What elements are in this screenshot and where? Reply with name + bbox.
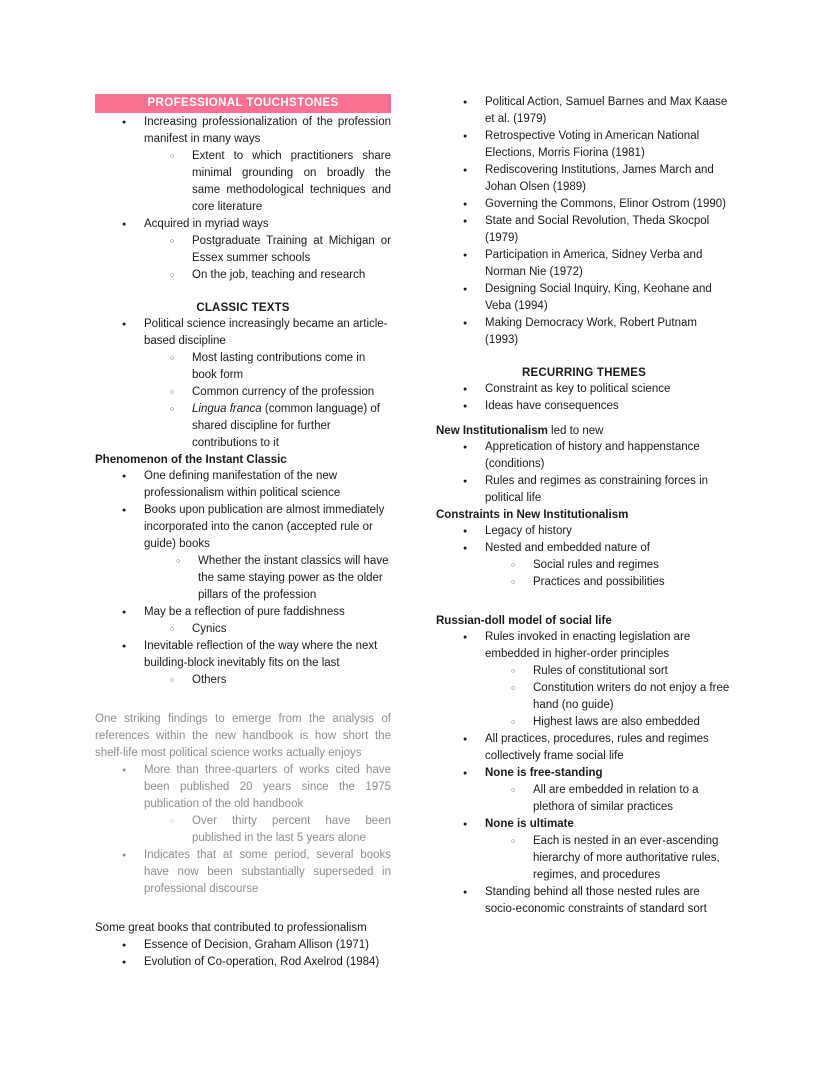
book-list xyxy=(436,94,732,349)
list-item: ● None is ultimate xyxy=(436,816,732,833)
spacer xyxy=(436,591,732,613)
list-item xyxy=(95,401,391,452)
list-item: ● Legacy of history xyxy=(436,523,732,540)
list-item: ● Inevitable reflection of the way where the next building-block inevitably fits on the last xyxy=(95,638,391,672)
list-item: ○ Most lasting contributions come in book form xyxy=(95,350,391,384)
list-item: ○ All are embedded in relation to a plethora of similar practices xyxy=(436,782,732,816)
list-item: ● Ideas have consequences xyxy=(436,398,732,415)
constraints-heading: Constraints in New Institutionalism xyxy=(436,509,629,521)
shelf-life-paragraph: One striking findings to emerge from the analysis of references within the new handbook is how short the shelf-life most political science works actually enjoys xyxy=(95,713,391,759)
spacer xyxy=(95,689,391,711)
list-item: ○ Highest laws are also embedded xyxy=(436,714,732,731)
russian-doll-list xyxy=(436,629,732,918)
new-institutionalism-heading xyxy=(436,423,732,439)
list-item-text: (common language) of shared discipline for further contributions to it xyxy=(192,403,380,449)
list-item: ● Constraint as key to political science xyxy=(436,381,732,398)
classic-texts-list xyxy=(95,316,391,452)
list-item: ● Designing Social Inquiry, King, Keohane and Veba (1994) xyxy=(436,281,732,315)
list-item: ● Appretication of history and happenstance (conditions) xyxy=(436,439,732,473)
list-item: ○ Each is nested in an ever-ascending hierarchy of more authoritative rules, regimes, and procedures xyxy=(436,833,732,884)
spacer xyxy=(436,415,732,423)
list-item: ● All practices, procedures, rules and regimes collectively frame social life xyxy=(436,731,732,765)
list-item: ● Political Action, Samuel Barnes and Max Kaase et al. (1979) xyxy=(436,94,732,128)
list-item: ● Governing the Commons, Elinor Ostrom (1990) xyxy=(436,196,732,213)
list-item: ○ Others xyxy=(95,672,391,689)
list-item: ● Books upon publication are almost immediately incorporated into the canon (accepted rule or guide) books xyxy=(95,502,391,553)
list-item: ○ Constitution writers do not enjoy a free hand (no guide) xyxy=(436,680,732,714)
list-item: ○ Extent to which practitioners share minimal grounding on broadly the same methodological techniques and core literature xyxy=(95,148,391,216)
list-item: ● Evolution of Co-operation, Rod Axelrod (1984) xyxy=(95,954,391,971)
list-item: ● Increasing professionalization of the profession manifest in many ways xyxy=(95,114,391,148)
professional-touchstones-banner: PROFESSIONAL TOUCHSTONES xyxy=(95,94,391,113)
list-item: ● Participation in America, Sidney Verba and Norman Nie (1972) xyxy=(436,247,732,281)
spacer xyxy=(95,898,391,920)
list-item: ○ On the job, teaching and research xyxy=(95,267,391,284)
great-books-paragraph: Some great books that contributed to professionalism xyxy=(95,922,367,934)
list-item: ● Rules invoked in enacting legislation are embedded in higher-order principles xyxy=(436,629,732,663)
list-item: ● Indicates that at some period, several books have now been substantially superseded in professional discourse xyxy=(95,847,391,898)
list-item: ● Standing behind all those nested rules are socio-economic constraints of standard sort xyxy=(436,884,732,918)
shelf-life-list xyxy=(95,762,391,898)
constraints-list xyxy=(436,523,732,591)
list-item: ○ Postgraduate Training at Michigan or Essex summer schools xyxy=(95,233,391,267)
shelf-life-section xyxy=(95,711,391,898)
russian-doll-heading: Russian-doll model of social life xyxy=(436,615,612,627)
list-item: ● Rules and regimes as constraining forces in political life xyxy=(436,473,732,507)
list-item: ● Political science increasingly became an article-based discipline xyxy=(95,316,391,350)
list-item: ● Retrospective Voting in American National Elections, Morris Fiorina (1981) xyxy=(436,128,732,162)
list-item: ● None is free-standing xyxy=(436,765,732,782)
list-item: ● Essence of Decision, Graham Allison (1971) xyxy=(95,937,391,954)
lingua-franca-italic: Lingua franca xyxy=(192,403,262,415)
great-books-list xyxy=(95,937,391,971)
spacer xyxy=(95,284,391,300)
list-item: ● State and Social Revolution, Theda Skocpol (1979) xyxy=(436,213,732,247)
new-institutionalism-heading-rest: led to new xyxy=(547,425,604,437)
list-item: ○ Social rules and regimes xyxy=(436,557,732,574)
recurring-themes-list xyxy=(436,381,732,415)
left-column xyxy=(95,94,391,971)
new-institutionalism-list xyxy=(436,439,732,507)
new-institutionalism-heading-bold: New Institutionalism xyxy=(436,425,548,437)
list-item: ○ Common currency of the profession xyxy=(95,384,391,401)
classic-texts-heading: CLASSIC TEXTS xyxy=(196,302,290,314)
professional-touchstones-list xyxy=(95,114,391,284)
instant-classic-heading: Phenomenon of the Instant Classic xyxy=(95,454,287,466)
list-item: ● Acquired in myriad ways xyxy=(95,216,391,233)
list-item: ○ Cynics xyxy=(95,621,391,638)
list-item: ● One defining manifestation of the new professionalism within political science xyxy=(95,468,391,502)
list-item: ● More than three-quarters of works cited have been published 20 years since the 1975 publication of the old handbook xyxy=(95,762,391,813)
list-item: ● May be a reflection of pure faddishness xyxy=(95,604,391,621)
list-item: ○ Practices and possibilities xyxy=(436,574,732,591)
spacer xyxy=(436,349,732,365)
recurring-themes-heading: RECURRING THEMES xyxy=(522,367,646,379)
list-item: ○ Rules of constitutional sort xyxy=(436,663,732,680)
list-item: ● Rediscovering Institutions, James March and Johan Olsen (1989) xyxy=(436,162,732,196)
list-item: ○ Whether the instant classics will have the same staying power as the older pillars of the profession xyxy=(95,553,391,604)
list-item: ○ Over thirty percent have been published in the last 5 years alone xyxy=(95,813,391,847)
list-item: ● Making Democracy Work, Robert Putnam (1993) xyxy=(436,315,732,349)
list-item: ● Nested and embedded nature of xyxy=(436,540,732,557)
instant-classic-list xyxy=(95,468,391,689)
right-column xyxy=(436,94,732,918)
